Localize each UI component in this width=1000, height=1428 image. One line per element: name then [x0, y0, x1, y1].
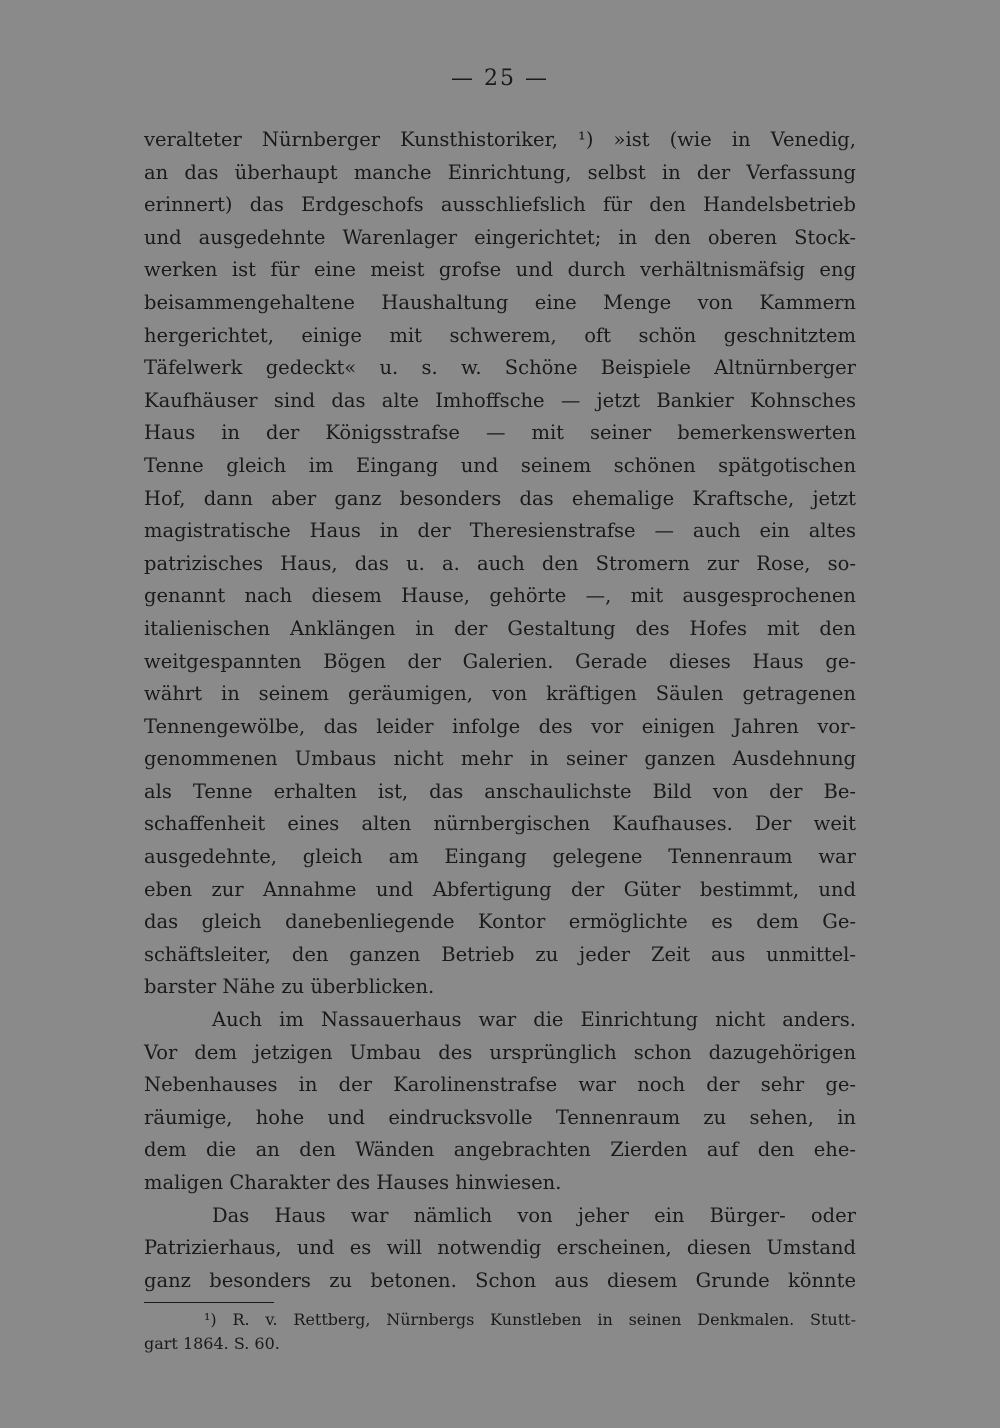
body-text-line: maligen Charakter des Hauses hinwiesen. — [144, 1171, 562, 1194]
body-text-line: Tennengewölbe, das leider infolge des vor einigen Jahren vor- — [144, 714, 856, 738]
footnote-line: ¹) R. v. Rettberg, Nürnbergs Kunstleben in seinen Denkmalen. Stutt- — [204, 1310, 856, 1329]
body-text-line: erinnert) das Erdgeschofs ausschliefslich für den Handelsbetrieb — [144, 193, 856, 217]
body-text-line: als Tenne erhalten ist, das anschaulichste Bild von der Be- — [144, 779, 856, 803]
body-text-line: Hof, dann aber ganz besonders das ehemalige Kraftsche, jetzt — [144, 486, 856, 510]
body-text-line: das gleich danebenliegende Kontor ermöglichte es dem Ge- — [144, 910, 856, 934]
body-text-line: Tenne gleich im Eingang und seinem schönen spätgotischen — [144, 453, 856, 477]
body-text-line: dem die an den Wänden angebrachten Zierden auf den ehe- — [144, 1138, 856, 1162]
body-text-line: ganz besonders zu betonen. Schon aus diesem Grunde könnte — [144, 1268, 856, 1292]
body-text-line: magistratische Haus in der Theresienstrafse — auch ein altes — [144, 519, 856, 543]
body-text-line: währt in seinem geräumigen, von kräftigen Säulen getragenen — [144, 682, 856, 706]
body-text-line: Das Haus war nämlich von jeher ein Bürger- oder — [212, 1203, 856, 1227]
footnote-line: gart 1864. S. 60. — [144, 1334, 280, 1353]
body-text-line: schäftsleiter, den ganzen Betrieb zu jeder Zeit aus unmittel- — [144, 942, 856, 966]
body-text-line: werken ist für eine meist grofse und durch verhältnismäfsig eng — [144, 258, 856, 282]
body-text-line: eben zur Annahme und Abfertigung der Güter bestimmt, und — [144, 877, 856, 901]
body-text-line: Täfelwerk gedeckt« u. s. w. Schöne Beispiele Altnürnberger — [144, 356, 856, 380]
body-text-line: genannt nach diesem Hause, gehörte —, mit ausgesprochenen — [144, 584, 856, 608]
body-text-line: schaffenheit eines alten nürnbergischen Kaufhauses. Der weit — [144, 812, 856, 836]
body-text-line: hergerichtet, einige mit schwerem, oft schön geschnitztem — [144, 323, 856, 347]
body-text-line: barster Nähe zu überblicken. — [144, 975, 435, 999]
body-text-line: räumige, hohe und eindrucksvolle Tennenraum zu sehen, in — [144, 1105, 856, 1129]
body-text-line: an das überhaupt manche Einrichtung, selbst in der Verfassung — [144, 160, 856, 184]
footnote — [144, 1308, 856, 1356]
body-text-line: italienischen Anklängen in der Gestaltung des Hofes mit den — [144, 616, 856, 640]
body-text-line: Auch im Nassauerhaus war die Einrichtung nicht anders. — [212, 1008, 856, 1032]
body-text-line: und ausgedehnte Warenlager eingerichtet; in den oberen Stock- — [144, 225, 856, 249]
body-text-line: ausgedehnte, gleich am Eingang gelegene Tennenraum war — [144, 845, 856, 869]
body-text-line: beisammengehaltene Haushaltung eine Menge von Kammern — [144, 290, 856, 314]
body-text-line: veralteter Nürnberger Kunsthistoriker, ¹) »ist (wie in Venedig, — [144, 128, 856, 151]
footnote-rule — [144, 1302, 274, 1303]
body-text-line: Haus in der Königsstrafse — mit seiner bemerkenswerten — [144, 421, 856, 445]
body-text-line: weitgespannten Bögen der Galerien. Gerade dieses Haus ge- — [144, 649, 856, 673]
body-text — [144, 124, 856, 1297]
body-text-line: Nebenhauses in der Karolinenstrafse war noch der sehr ge- — [144, 1073, 856, 1097]
body-text-line: Patrizierhaus, und es will notwendig erscheinen, diesen Umstand — [144, 1236, 856, 1260]
page-number: — 25 — — [451, 66, 549, 91]
body-text-line: genommenen Umbaus nicht mehr in seiner ganzen Ausdehnung — [144, 747, 856, 771]
body-text-line: Kaufhäuser sind das alte Imhoffsche — jetzt Bankier Kohnsches — [144, 388, 856, 412]
body-text-line: Vor dem jetzigen Umbau des ursprünglich schon dazugehörigen — [144, 1040, 856, 1064]
body-text-line: patrizisches Haus, das u. a. auch den Stromern zur Rose, so- — [144, 551, 856, 575]
